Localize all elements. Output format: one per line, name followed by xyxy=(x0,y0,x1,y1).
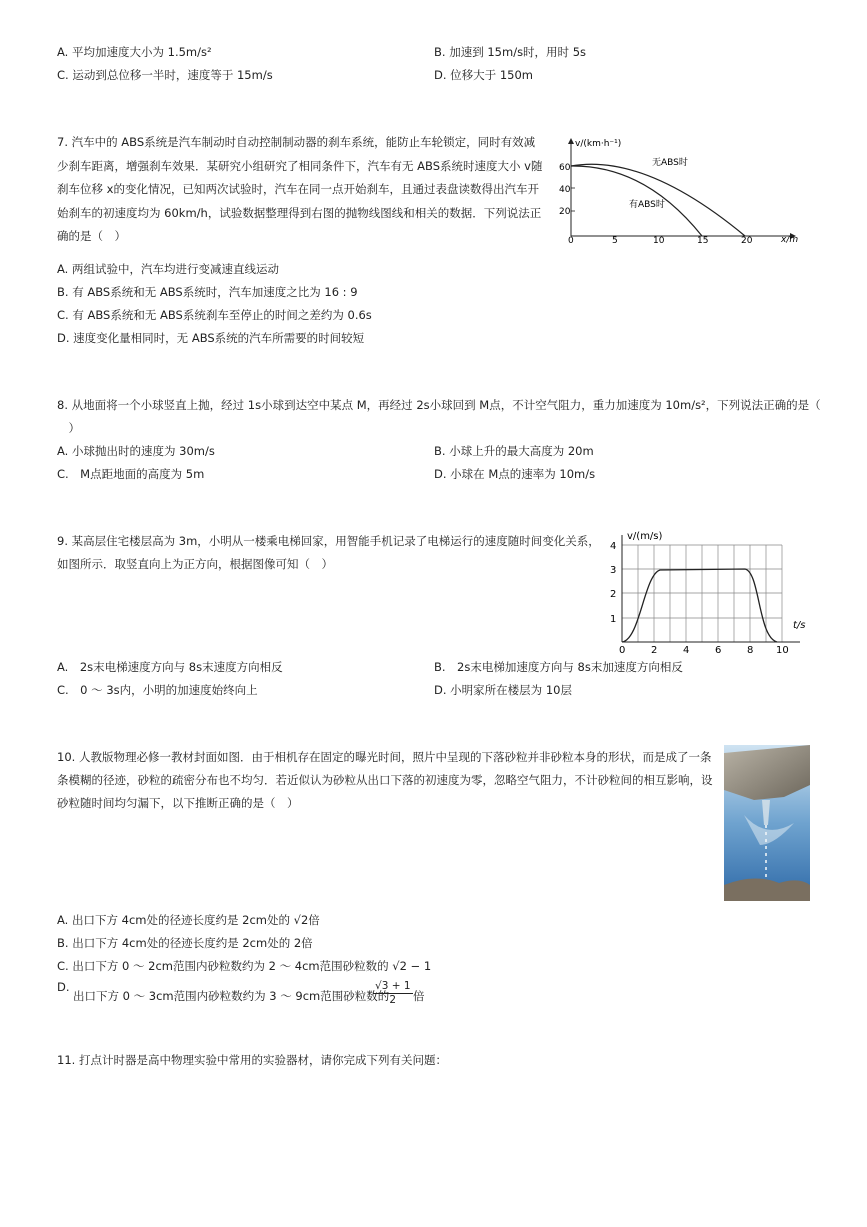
q7-stem-line: 刹车位移 x的变化情况，已知两次试验时，汽车在同一点开始刹车，且通过表盘读数得出汽车开 xyxy=(57,182,539,196)
q8-option-d: D. 小球在 M点的速率为 10m/s xyxy=(434,467,596,481)
q9-option-d: D. 小明家所在楼层为 10层 xyxy=(434,683,572,697)
q9-option-a: A. 2s末电梯速度方向与 8s末速度方向相反 xyxy=(57,660,283,674)
q9-y-tick: 2 xyxy=(610,589,617,600)
q9-x-tick: 0 xyxy=(619,645,626,656)
q7-stem-line: 确的是（ ） xyxy=(57,229,126,243)
fraction-numerator: √3 + 1 xyxy=(375,980,411,992)
q10-option-d-label: D. xyxy=(57,980,70,994)
q7-y-tick: 60 xyxy=(559,163,571,173)
q7-stem xyxy=(57,131,542,249)
q7-y-label: v/(km·h⁻¹) xyxy=(575,139,622,149)
q8-option-b: B. 小球上升的最大高度为 20m xyxy=(434,444,594,458)
q7-stem-line: 少刹车距离，增强刹车效果．某研究小组研究了相同条件下，汽车有无 ABS系统时速度大小 v随 xyxy=(57,158,543,173)
q6-option-d: D. 位移大于 150m xyxy=(434,68,533,82)
q9-x-tick: 8 xyxy=(747,645,754,656)
q7-y-tick: 40 xyxy=(559,185,571,195)
q9-velocity-curve xyxy=(622,569,777,642)
q10-option-d-fraction xyxy=(373,980,413,1007)
q10-option-d-text: 出口下方 0 ～ 3cm范围内砂粒数约为 3 ～ 9cm范围砂粒数的 xyxy=(73,989,390,1003)
q9-y-tick: 1 xyxy=(610,614,617,625)
q7-x-tick: 15 xyxy=(697,236,709,246)
q7-x-tick: 20 xyxy=(741,236,753,246)
q7-x-tick: 0 xyxy=(568,236,574,246)
q6-option-b: B. 加速到 15m/s时，用时 5s xyxy=(434,45,587,59)
q9-stem-line: 9. 某高层住宅楼层高为 3m，小明从一楼乘电梯回家，用智能手机记录了电梯运行的速度随时间变化关系， xyxy=(57,534,600,548)
q9-x-tick: 6 xyxy=(715,645,722,656)
q7-label-abs: 有ABS时 xyxy=(629,200,665,210)
textbook-cover-image xyxy=(724,745,810,901)
q10-option-d-tail: 倍 xyxy=(413,989,425,1003)
q10-stem-line: 砂粒随时间均匀漏下，以下推断正确的是（ ） xyxy=(57,796,299,810)
q10-option-a: A. 出口下方 4cm处的径迹长度约是 2cm处的 √2倍 xyxy=(57,913,320,927)
q11-stem-line1: 11. 打点计时器是高中物理实验中常用的实验器材，请你完成下列有关问题： xyxy=(57,1053,447,1067)
q9-x-tick: 2 xyxy=(651,645,658,656)
q10-option-b: B. 出口下方 4cm处的径迹长度约是 2cm处的 2倍 xyxy=(57,936,313,950)
q10-stem-line: 条模糊的径迹，砂粒的疏密分布也不均匀．若近似认为砂粒从出口下落的初速度为零，忽略空气阻力，不计砂粒间的相互影响，设 xyxy=(57,773,713,787)
q8-stem-line2: ） xyxy=(57,421,80,435)
q6-option-a: A. 平均加速度大小为 1.5m/s² xyxy=(57,45,212,59)
q8-stem-line1: 8. 从地面将一个小球竖直上抛，经过 1s小球到达空中某点 M，再经过 2s小球回到 M点，不计空气阻力，重力加速度为 10m/s²，下列说法正确的是（ xyxy=(57,398,821,412)
q7-option-c: C. 有 ABS系统和无 ABS系统刹车至停止的时间之差约为 0.6s xyxy=(57,308,372,322)
q9-x-tick: 10 xyxy=(776,645,789,656)
q6-option-c: C. 运动到总位移一半时，速度等于 15m/s xyxy=(57,68,273,82)
q9-x-label: t/s xyxy=(793,620,806,631)
q7-x-label: x/m xyxy=(781,235,799,245)
q9-y-tick: 3 xyxy=(610,565,617,576)
q8-option-a: A. 小球抛出时的速度为 30m/s xyxy=(57,444,215,458)
q9-y-label: v/(m/s) xyxy=(627,531,663,542)
q9-option-c: C. 0 ～ 3s内，小明的加速度始终向上 xyxy=(57,683,258,697)
q9-y-tick: 4 xyxy=(610,541,617,552)
q9-figure xyxy=(600,525,810,655)
q9-option-b: B. 2s末电梯加速度方向与 8s末加速度方向相反 xyxy=(434,660,683,674)
q7-option-d: D. 速度变化量相同时，无 ABS系统的汽车所需要的时间较短 xyxy=(57,331,365,345)
q7-x-tick: 5 xyxy=(612,236,618,246)
q7-y-tick: 20 xyxy=(559,207,571,217)
q7-option-b: B. 有 ABS系统和无 ABS系统时，汽车加速度之比为 16 : 9 xyxy=(57,285,358,299)
q7-stem-line: 始刹车的初速度均为 60km/h，试验数据整理得到右图的抛物线图线和相关的数据．下列说法正 xyxy=(57,205,542,220)
q7-x-tick: 10 xyxy=(653,236,665,246)
q10-option-c: C. 出口下方 0 ～ 2cm范围内砂粒数约为 2 ～ 4cm范围砂粒数的 √2 − 1 xyxy=(57,959,432,973)
q7-label-no-abs: 无ABS时 xyxy=(652,158,688,168)
q7-option-a: A. 两组试验中，汽车均进行变减速直线运动 xyxy=(57,262,279,276)
q10-stem-line: 10. 人教版物理必修一教材封面如图．由于相机存在固定的曝光时间，照片中呈现的下落砂粒并非砂粒本身的形状，而是成了一条 xyxy=(57,750,712,764)
q7-figure xyxy=(555,133,805,253)
q8-option-c: C. M点距地面的高度为 5m xyxy=(57,467,205,481)
q9-x-tick: 4 xyxy=(683,645,690,656)
fraction-denominator: 2 xyxy=(389,994,397,1006)
q9-stem-line: 如图所示．取竖直向上为正方向，根据图像可知（ ） xyxy=(57,557,333,571)
q7-stem-line: 7. 汽车中的 ABS系统是汽车制动时自动控制制动器的刹车系统，能防止车轮锁定，同时有效减 xyxy=(57,135,536,149)
